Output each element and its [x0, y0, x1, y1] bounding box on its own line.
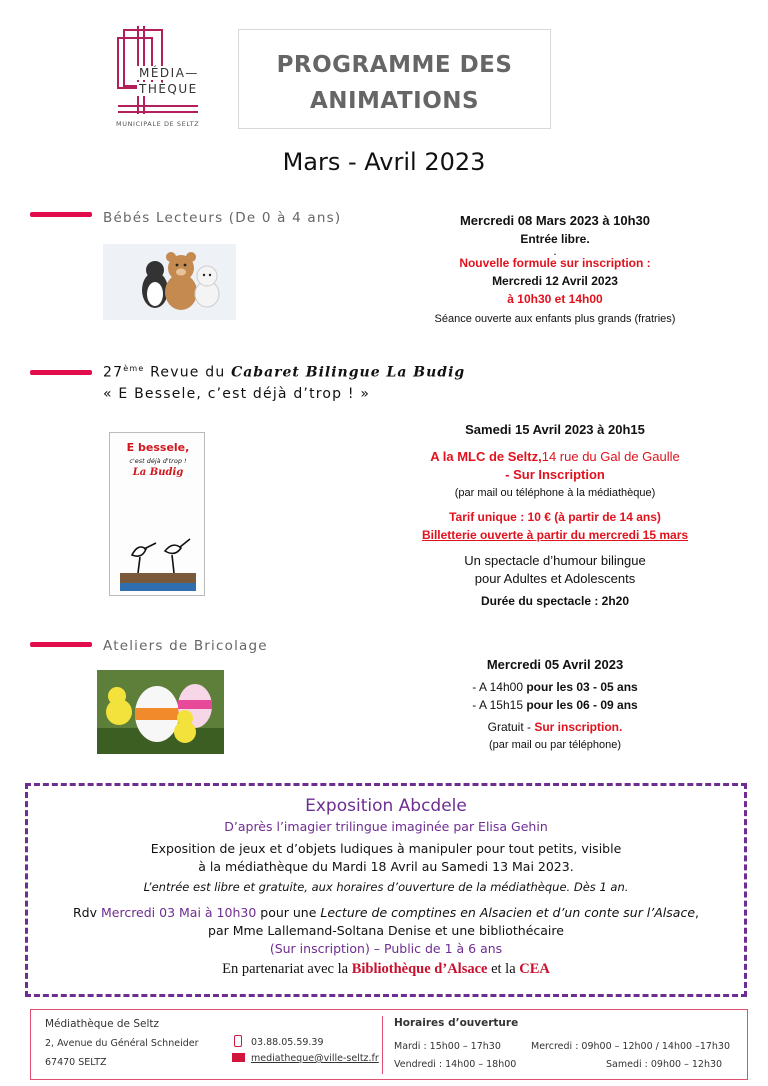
hours-title: Horaires d’ouverture [394, 1017, 519, 1029]
bebes-date: Mercredi 08 Mars 2023 à 10h30 [459, 213, 651, 228]
cabaret-place-rest: 14 rue du Gal de Gaulle [541, 449, 680, 464]
ateliers-contact: (par mail ou par téléphone) [488, 739, 622, 751]
slot1-time: - A 14h00 [472, 680, 527, 694]
expo-note: L’entrée est libre et gratuite, aux horaires d’ouverture de la médiathèque. Dès 1 an. [143, 880, 629, 894]
bebes-date2: Mercredi 12 Avril 2023 [492, 274, 618, 288]
partner-bibliotheque: Bibliothèque d’Alsace [351, 961, 488, 977]
cabaret-poster [109, 432, 205, 596]
slot2-age: pour les 06 - 09 ans [526, 698, 638, 712]
partner-cea: CEA [519, 961, 550, 977]
section-title-cabaret [103, 364, 465, 381]
hours-friday [394, 1059, 516, 1070]
footer-address: 2, Avenue du Général Schneider [45, 1038, 199, 1049]
cabaret-inscription: - Sur Inscription [505, 467, 605, 482]
cabaret-number: 27 [103, 364, 124, 381]
cabaret-price: Tarif unique : 10 € (à partir de 14 ans) [449, 510, 661, 524]
section-bar [30, 212, 92, 217]
ateliers-inscription: Sur inscription. [534, 720, 623, 734]
ateliers-free-label: Gratuit - [487, 720, 535, 734]
cabaret-contact: (par mail ou téléphone à la médiathèque) [454, 487, 656, 499]
mail-icon [232, 1053, 245, 1062]
cabaret-desc1: Un spectacle d’humour bilingue [464, 553, 646, 568]
poster-title1: E bessele, [126, 441, 190, 454]
wed-label: Mercredi [531, 1041, 573, 1052]
cabaret-date: Samedi 15 Avril 2023 à 20h15 [465, 422, 645, 437]
expo-subtitle: D’après l’imagier trilingue imaginée par Elisa Gehin [224, 819, 548, 834]
mediatheque-logo [112, 26, 212, 134]
expo-rdv [28, 904, 744, 922]
ateliers-slot1 [420, 678, 690, 696]
hours-wednesday [531, 1041, 730, 1052]
footer-name: Médiathèque de Seltz [45, 1018, 160, 1030]
hours-tuesday [394, 1041, 501, 1052]
ateliers-details [420, 656, 690, 754]
phone-icon [234, 1035, 242, 1047]
section-title-ateliers: Ateliers de Bricolage [103, 638, 268, 654]
footer-email[interactable]: mediatheque@ville-seltz.fr [251, 1053, 379, 1064]
cabaret-place [400, 448, 710, 466]
footer [30, 1009, 748, 1080]
bebes-new-formula: Nouvelle formule sur inscription : [459, 256, 651, 270]
expo-by: par Mme Lallemand-Soltana Denise et une bibliothécaire [208, 923, 564, 938]
bebes-lecteurs-image [103, 244, 236, 320]
sat-hours: : 09h00 – 12h30 [641, 1059, 723, 1070]
section-title-bebes: Bébés Lecteurs (De 0 à 4 ans) [103, 210, 342, 226]
bebes-dot: . [553, 244, 557, 258]
title-box [238, 29, 551, 129]
fri-label: Vendredi [394, 1059, 436, 1070]
sat-label: Samedi [606, 1059, 642, 1070]
rdv-mid: pour une [256, 905, 321, 920]
bebes-note: Séance ouverte aux enfants plus grands (fratries) [434, 313, 676, 325]
section-bar [30, 642, 92, 647]
logo-line1: MÉDIA— [139, 66, 199, 80]
rdv-label: Rdv [72, 905, 101, 920]
plush-toys-icon [103, 244, 236, 320]
expo-partner [28, 958, 744, 980]
section-bar [30, 370, 92, 375]
bebes-details [400, 212, 710, 328]
poster-brand: La Budig [132, 467, 184, 478]
page-title-line1: PROGRAMME DES [276, 52, 513, 78]
footer-city: 67470 SELTZ [45, 1057, 107, 1068]
easter-eggs-icon [97, 670, 224, 754]
cabaret-title-prefix: Revue du [144, 364, 232, 381]
logo-subtitle: MUNICIPALE DE SELTZ [116, 120, 200, 128]
rdv-italic: Lecture de comptines en Alsacien et d’un conte sur l’Alsace [320, 905, 696, 920]
storks-icon [110, 433, 205, 596]
cabaret-title-script: Cabaret Bilingue La Budig [231, 364, 466, 381]
expo-inscription: (Sur inscription) – Public de 1 à 6 ans [269, 941, 503, 956]
tue-hours: : 15h00 – 17h30 [420, 1041, 501, 1052]
rdv-date: Mercredi 03 Mai à 10h30 [100, 905, 257, 920]
ateliers-slot2 [420, 696, 690, 714]
ateliers-free [420, 718, 690, 736]
hours-saturday [606, 1059, 722, 1070]
footer-phone[interactable]: 03.88.05.59.39 [251, 1037, 324, 1048]
cabaret-quote: « E Bessele, c’est déjà d’trop ! » [103, 386, 371, 402]
page-title-line2: ANIMATIONS [309, 88, 480, 114]
ateliers-date: Mercredi 05 Avril 2023 [486, 657, 624, 672]
expo-text1: Exposition de jeux et d’objets ludiques à manipuler pour tout petits, visible [150, 841, 622, 856]
partner-mid: et la [487, 961, 520, 977]
expo-title: Exposition Abcdele [305, 796, 467, 816]
slot2-time: - A 15h15 [472, 698, 527, 712]
fri-hours: : 14h00 – 18h00 [435, 1059, 517, 1070]
cabaret-duration: Durée du spectacle : 2h20 [480, 594, 630, 608]
wed-hours: : 09h00 – 12h00 / 14h00 –17h30 [572, 1041, 731, 1052]
slot1-age: pour les 03 - 05 ans [526, 680, 638, 694]
cabaret-place-bold: A la MLC de Seltz, [430, 449, 542, 464]
expo-text2: à la médiathèque du Mardi 18 Avril au Samedi 13 Mai 2023. [198, 859, 574, 874]
cabaret-sup: ème [123, 364, 145, 373]
cabaret-desc2: pour Adultes et Adolescents [474, 571, 636, 586]
bebes-times: à 10h30 et 14h00 [507, 292, 603, 306]
date-range: Mars - Avril 2023 [282, 148, 486, 176]
poster-title2: c'est déjà d'trop ! [129, 457, 187, 465]
tue-label: Mardi [394, 1041, 421, 1052]
ateliers-image [97, 670, 224, 754]
cabaret-details [400, 421, 710, 610]
rdv-end: , [695, 905, 699, 920]
logo-line2: THÈQUE [139, 82, 198, 96]
footer-divider [382, 1016, 383, 1074]
cabaret-ticketing: Billetterie ouverte à partir du mercredi 15 mars [421, 528, 689, 542]
partner-pre: En partenariat avec la [222, 961, 352, 977]
bebes-entry: Entrée libre. [520, 232, 590, 246]
exposition-box [25, 783, 747, 997]
